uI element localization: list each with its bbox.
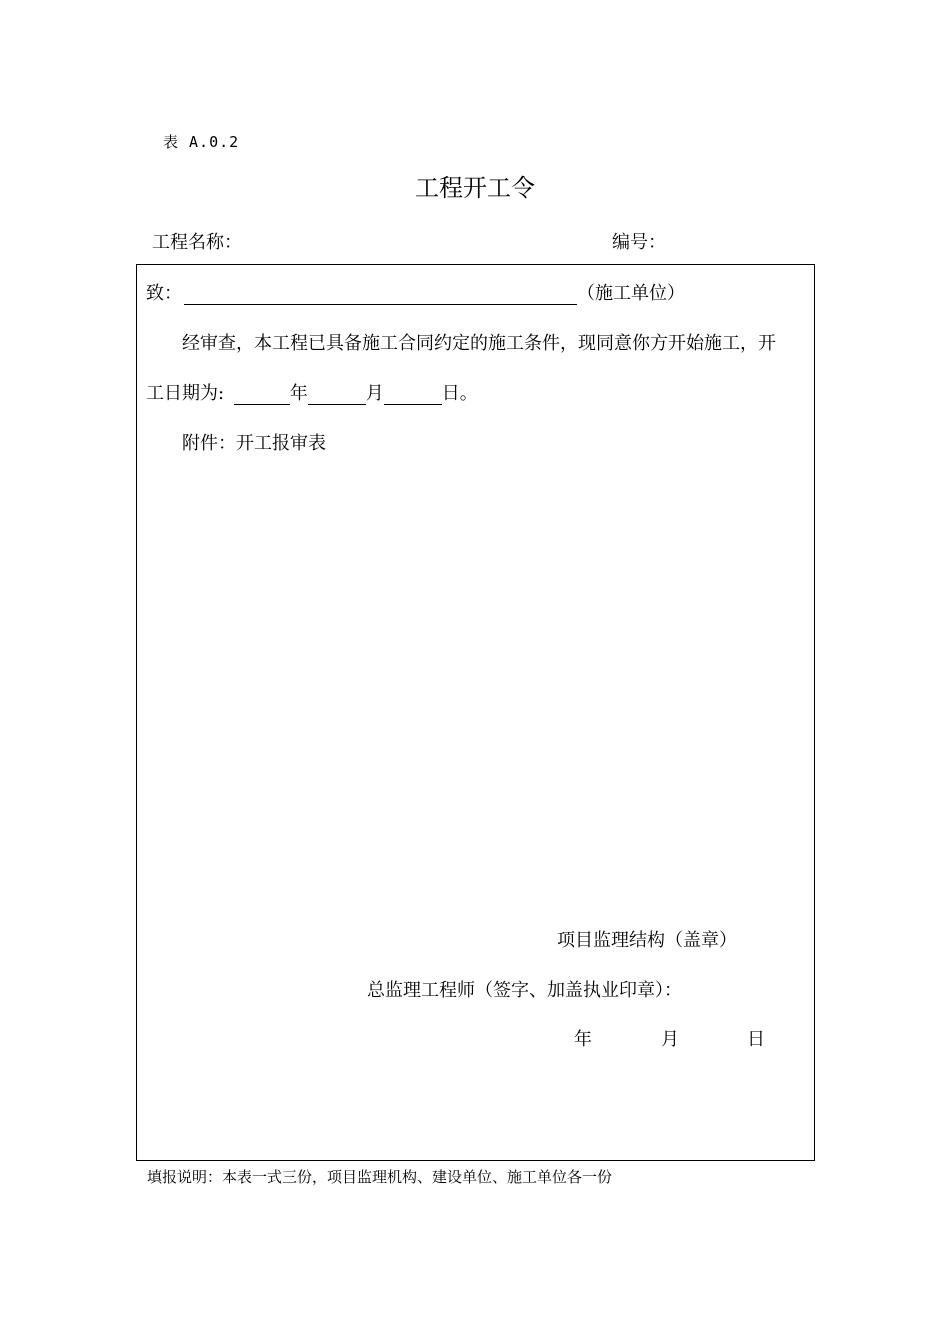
sign-date-year: 年 [574,1029,592,1050]
supervision-org-signature: 项目监理结构（盖章） [557,930,737,951]
project-name-label: 工程名称： [152,232,242,253]
recipient-line [146,279,685,305]
day-blank[interactable] [384,384,442,405]
sign-date-month: 月 [661,1029,679,1050]
body-text-line1: 经审查，本工程已具备施工合同约定的施工条件，现同意你方开始施工，开 [182,333,776,354]
month-label: 月 [365,383,384,404]
day-label: 日。 [441,383,478,404]
attachment-line: 附件：开工报审表 [182,433,326,454]
recipient-blank[interactable] [184,284,577,305]
year-label: 年 [289,383,308,404]
table-number: 表 A.0.2 [163,133,240,151]
form-box [136,264,815,1161]
page-title: 工程开工令 [415,174,535,202]
serial-number-label: 编号： [612,232,666,253]
footnote: 填报说明：本表一式三份，项目监理机构、建设单位、施工单位各一份 [147,1168,613,1186]
start-date-line [146,379,478,405]
start-date-prefix: 工日期为: [146,383,230,404]
recipient-suffix: （施工单位） [577,283,685,304]
month-blank[interactable] [308,384,366,405]
sign-date-day: 日 [747,1029,765,1050]
to-label: 致： [146,283,182,304]
year-blank[interactable] [234,384,290,405]
chief-engineer-signature: 总监理工程师（签字、加盖执业印章）： [367,980,682,1001]
